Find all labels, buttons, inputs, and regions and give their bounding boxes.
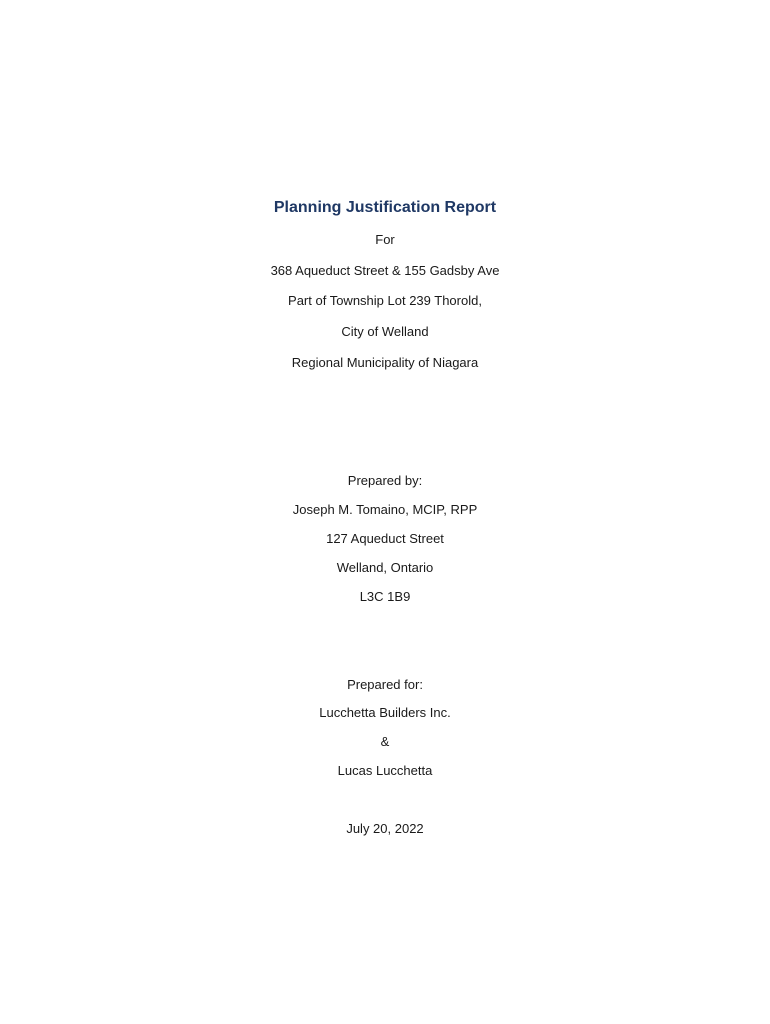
prepared-by-label: Prepared by: (347, 473, 423, 488)
client-ampersand: & (380, 734, 390, 749)
prepared-for-label: Prepared for: (347, 677, 423, 692)
preparer-street: 127 Aqueduct Street (326, 531, 444, 546)
preparer-name: Joseph M. Tomaino, MCIP, RPP (292, 502, 478, 517)
for-label: For (375, 232, 395, 247)
subject-city: City of Welland (341, 324, 429, 339)
preparer-postal: L3C 1B9 (359, 589, 411, 604)
subject-address: 368 Aqueduct Street & 155 Gadsby Ave (270, 263, 500, 278)
report-title: Planning Justification Report (273, 199, 497, 216)
client-person: Lucas Lucchetta (337, 763, 433, 778)
preparer-city: Welland, Ontario (336, 560, 434, 575)
subject-lot: Part of Township Lot 239 Thorold, (288, 293, 482, 308)
client-company: Lucchetta Builders Inc. (319, 705, 451, 720)
report-date: July 20, 2022 (346, 821, 424, 836)
subject-region: Regional Municipality of Niagara (291, 355, 479, 370)
